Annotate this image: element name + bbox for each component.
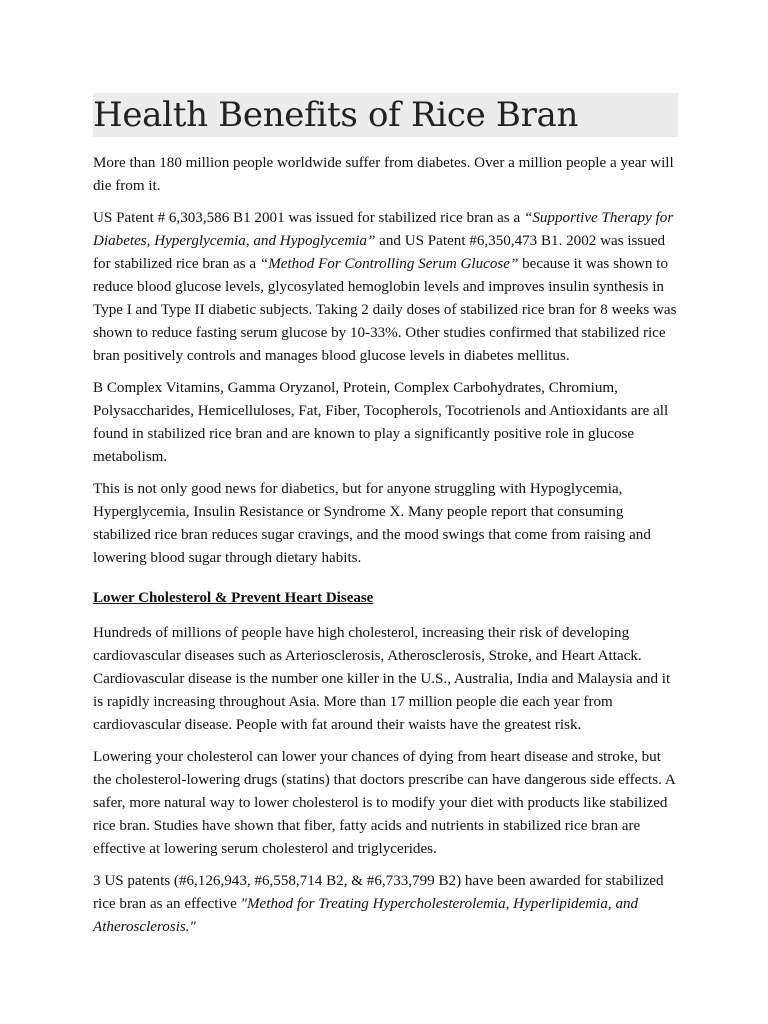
paragraph-patents-diabetes	[93, 207, 678, 368]
page-title: Health Benefits of Rice Bran	[93, 95, 579, 135]
text-span: because it was shown to reduce blood glucose levels, glycosylated hemoglobin levels and improves insulin synthesis in Type I and Type II diabetic subjects. Taking 2 daily doses of stabilized rice bran for 8 weeks was shown to reduce fasting serum glucose by 10-33%. Other studies confirmed that stabilized rice bran positively controls and manages blood glucose levels in diabetes mellitus.	[93, 256, 677, 364]
italic-quote: “Method For Controlling Serum Glucose”	[259, 256, 519, 272]
section-heading: Lower Cholesterol & Prevent Heart Disease	[93, 590, 374, 606]
text-span: and US Patent #6,350,473 B1. 2002 was issued for stabilized rice bran as a	[93, 233, 666, 272]
italic-quote: “Supportive Therapy for Diabetes, Hyperglycemia, and Hypoglycemia”	[93, 210, 674, 249]
paragraph-lowering-cholesterol: Lowering your cholesterol can lower your chances of dying from heart disease and stroke, but the cholesterol-lowering drugs (statins) that doctors prescribe can have dangerous side effects. A safer, more natural way to lower cholesterol is to modify your diet with products like stabilized rice bran. Studies have shown that fiber, fatty acids and nutrients in stabilized rice bran are effective at lowering serum cholesterol and triglycerides.	[93, 749, 675, 857]
italic-quote: "Method for Treating Hypercholesterolemia, Hyperlipidemia, and Atherosclerosis."	[93, 896, 639, 935]
paragraph-good-news: This is not only good news for diabetics, but for anyone struggling with Hypoglycemia, Hyperglycemia, Insulin Resistance or Syndrome X. Many people report that consuming stabilized rice bran reduces sugar cravings, and the mood swings that come from raising and lowering blood sugar through dietary habits.	[93, 481, 651, 566]
text-span: US Patent # 6,303,586 B1 2001 was issued for stabilized rice bran as a	[93, 210, 524, 226]
paragraph-cholesterol-risk: Hundreds of millions of people have high cholesterol, increasing their risk of developing cardiovascular diseases such as Arteriosclerosis, Atherosclerosis, Stroke, and Heart Attack. Cardiovascular disease is the number one killer in the U.S., Australia, India and Malaysia and it is rapidly increasing throughout Asia. More than 17 million people die each year from cardiovascular disease. People with fat around their waists have the greatest risk.	[93, 625, 671, 733]
title-banner	[93, 93, 678, 137]
paragraph-diabetes-intro: More than 180 million people worldwide suffer from diabetes. Over a million people a year will die from it.	[93, 155, 674, 194]
text-span: 3 US patents (#6,126,943, #6,558,714 B2, & #6,733,799 B2) have been awarded for stabilized rice bran as an effective	[93, 873, 664, 912]
document-page	[93, 93, 678, 948]
paragraph-nutrients: B Complex Vitamins, Gamma Oryzanol, Protein, Complex Carbohydrates, Chromium, Polysaccharides, Hemicelluloses, Fat, Fiber, Tocopherols, Tocotrienols and Antioxidants are all found in stabilized rice bran and are known to play a significantly positive role in glucose metabolism.	[93, 380, 669, 465]
paragraph-patents-cholesterol	[93, 870, 678, 939]
